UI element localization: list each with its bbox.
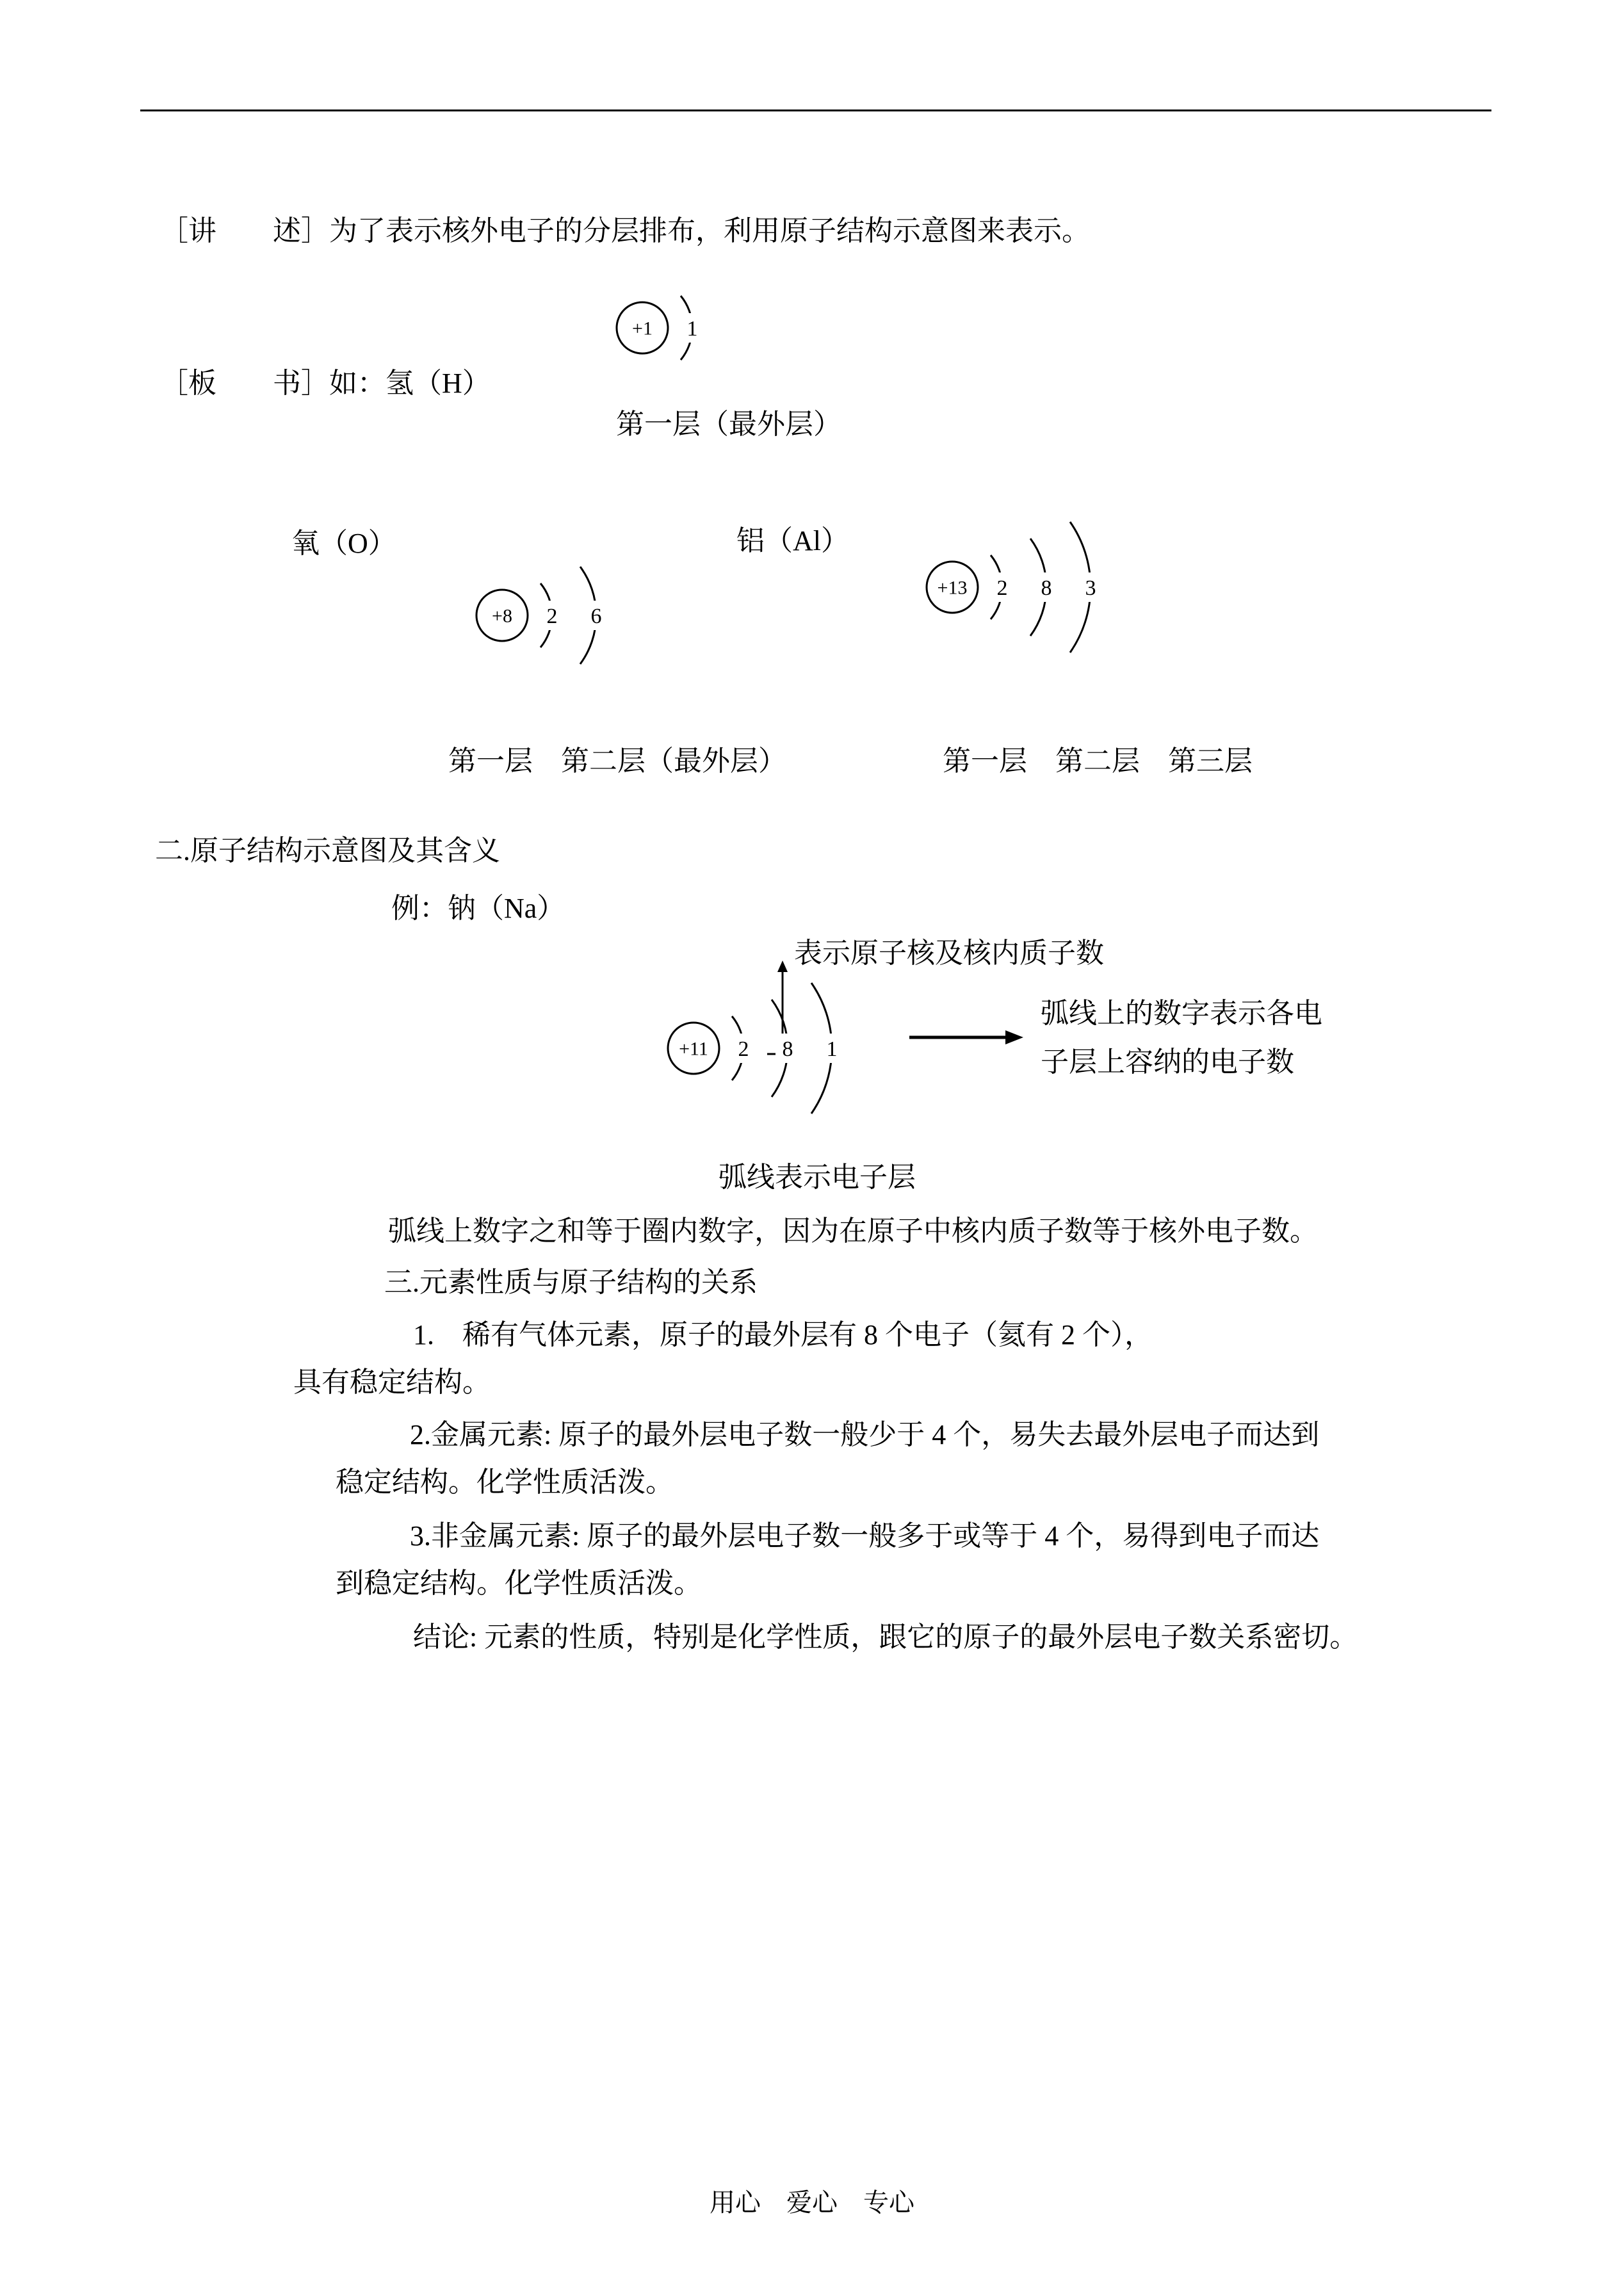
svg-text:+8: +8 bbox=[492, 605, 512, 627]
section2-heading: 二.原子结构示意图及其含义 bbox=[155, 835, 500, 866]
svg-text:+13: +13 bbox=[937, 577, 968, 599]
svg-text:8: 8 bbox=[1041, 576, 1052, 600]
svg-text:+1: +1 bbox=[632, 318, 653, 339]
hydrogen-shell-label: 第一层（最外层） bbox=[616, 409, 841, 440]
item2-line2: 稳定结构。化学性质活泼。 bbox=[336, 1466, 674, 1498]
page-footer: 用心 爱心 专心 bbox=[710, 2188, 914, 2217]
svg-text:1: 1 bbox=[686, 316, 698, 341]
sodium-atom-diagram bbox=[660, 975, 878, 1121]
item3-line1: 3.非金属元素: 原子的最外层电子数一般多于或等于 4 个，易得到电子而达 bbox=[410, 1520, 1320, 1552]
aluminum-shell-label: 第一层 第二层 第三层 bbox=[943, 745, 1253, 777]
oxygen-atom-diagram bbox=[469, 559, 647, 672]
aluminum-atom-diagram bbox=[919, 514, 1137, 660]
arc-note: 弧线表示电子层 bbox=[719, 1162, 916, 1193]
svg-text:1: 1 bbox=[826, 1037, 838, 1061]
aluminum-name: 铝（Al） bbox=[736, 525, 849, 556]
svg-text:6: 6 bbox=[590, 604, 602, 628]
item1-line1: 1. 稀有气体元素，原子的最外层有 8 个电子（氦有 2 个）， bbox=[413, 1319, 1153, 1350]
item1-line2: 具有稳定结构。 bbox=[293, 1366, 491, 1398]
oxygen-name: 氧（O） bbox=[291, 528, 396, 559]
section3-heading: 三.元素性质与原子结构的关系 bbox=[384, 1267, 758, 1298]
oxygen-shell-label: 第一层 第二层（最外层） bbox=[448, 745, 786, 777]
right-arrow-icon bbox=[909, 1027, 1025, 1048]
svg-text:3: 3 bbox=[1085, 576, 1096, 600]
svg-text:2: 2 bbox=[546, 604, 558, 628]
svg-text:+11: +11 bbox=[679, 1038, 708, 1060]
hydrogen-atom-diagram bbox=[609, 288, 747, 368]
board-line: ［板 书］如：氢（H） bbox=[160, 368, 491, 399]
conclusion-line: 结论: 元素的性质，特别是化学性质，跟它的原子的最外层电子数关系密切。 bbox=[413, 1621, 1358, 1653]
shell-note-line2: 子层上容纳的电子数 bbox=[1041, 1046, 1294, 1078]
svg-text:2: 2 bbox=[996, 576, 1008, 600]
sum-note: 弧线上数字之和等于圈内数字，因为在原子中核内质子数等于核外电子数。 bbox=[388, 1215, 1318, 1247]
svg-text:2: 2 bbox=[738, 1037, 749, 1061]
header-rule bbox=[140, 109, 1491, 111]
item2-line1: 2.金属元素: 原子的最外层电子数一般少于 4 个，易失去最外层电子而达到 bbox=[410, 1419, 1320, 1450]
nucleus-note: 表示原子核及核内质子数 bbox=[794, 937, 1104, 969]
sodium-example-label: 例：钠（Na） bbox=[391, 893, 565, 924]
lecture-line: ［讲 述］为了表示核外电子的分层排布，利用原子结构示意图来表示。 bbox=[160, 215, 1090, 247]
item3-line2: 到稳定结构。化学性质活泼。 bbox=[336, 1568, 702, 1599]
shell-note-line1: 弧线上的数字表示各电 bbox=[1041, 998, 1322, 1029]
svg-text:8: 8 bbox=[782, 1037, 793, 1061]
